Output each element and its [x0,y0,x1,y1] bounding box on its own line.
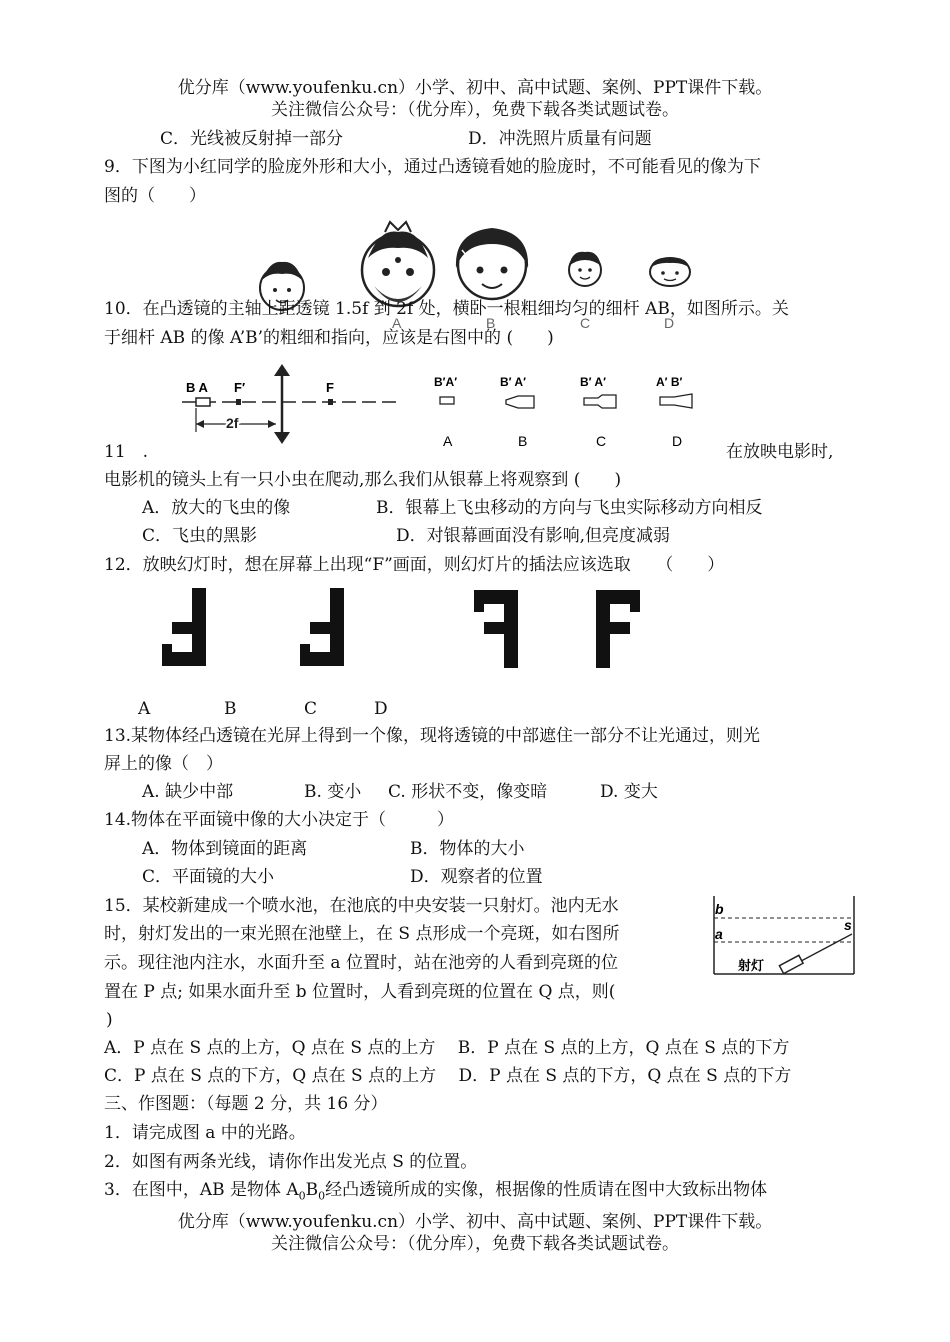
q13-option-d: D. 变大 [600,782,658,802]
q11-text-line-2: 电影机的镜头上有一只小虫在爬动,那么我们从银幕上将观察到 ( ) [104,470,622,490]
section3-item-1: 1．请完成图 a 中的光路。 [104,1123,306,1143]
q15-pool-figure [708,894,860,978]
face-b [456,228,528,299]
q8-option-c: C．光线被反射掉一部分 [160,129,344,149]
slide-a [162,588,206,666]
q15-text-line-1: 15．某校新建成一个喷水池，在池底的中央安装一只射灯。池内无水 [104,896,619,916]
slide-c [474,590,518,668]
q10-text-line-2: 于细杆 AB 的像 A’B’的粗细和指向，应该是右图中的 ( ) [104,328,554,348]
q8-option-d: D．冲洗照片质量有问题 [468,129,652,149]
q11-option-b: B．银幕上飞虫移动的方向与飞虫实际移动方向相反 [376,498,763,518]
section3-item-3: 3．在图中，AB 是物体 $A_0B_0$经凸透镜所成的实像，根据像的性质请在图中大致标出物体 [104,1180,768,1203]
rod-ab [196,398,210,406]
label-f: F [326,380,334,395]
label-2f: 2f [226,415,239,431]
opt-d-label: D [672,433,683,449]
q13-text-line-1: 13.某物体经凸透镜在光屏上得到一个像，现将透镜的中部遮住一部分不让光通过，则光 [104,726,761,746]
opt-c-label: C [596,433,607,449]
q11-text-tail: 在放映电影时, [726,442,834,462]
q14-option-a: A．物体到镜面的距离 [142,839,308,859]
label-s: s [844,917,852,933]
section3-title: 三、作图题：（每题 2 分，共 16 分） [104,1094,388,1114]
q15-options-ab: A．P 点在 S 点的上方，Q 点在 S 点的上方 B．P 点在 S 点的上方，Q 点在 S 点的下方 [104,1038,790,1058]
q12-label-d: D [374,699,388,719]
q15-text-line-5: ) [106,1010,113,1030]
q9-text-line-2: 图的（ ） [104,186,206,206]
q9-text-line-1: 9．下图为小红同学的脸庞外形和大小，通过凸透镜看她的脸庞时，不可能看见的像为下 [104,157,761,177]
opt-c-top: B′ A′ [580,375,606,389]
face-a [362,222,434,306]
face-label-a: A [392,315,402,328]
q11-option-c: C．飞虫的黑影 [142,526,258,546]
face-d [650,258,690,286]
q13-option-a: A. 缺少中部 [142,782,234,802]
q10-text-line-1: 10．在凸透镜的主轴上距透镜 1.5f 到 2f 处，横卧一根粗细均匀的细杆 AB，如图所示。关 [104,299,789,319]
q12-label-a: A [138,699,151,719]
label-ba: B A [186,380,208,395]
q11-option-d: D．对银幕画面没有影响,但亮度减弱 [396,526,671,546]
q14-option-b: B．物体的大小 [410,839,525,859]
spotlight-icon [779,955,803,973]
footer-line-1: 优分库（www.youfenku.cn）小学、初中、高中试题、案例、PPT课件下载。 [177,1212,773,1232]
label-f-prime: F′ [234,380,246,395]
slide-d [596,590,640,668]
label-lamp: 射灯 [738,958,765,973]
section3-item-2: 2．如图有两条光线，请你作出发光点 S 的位置。 [104,1152,478,1172]
q14-option-d: D．观察者的位置 [410,867,543,887]
q10-lens-figure [178,360,718,452]
slide-b [300,588,344,666]
header-line-2: 关注微信公众号：（优分库），免费下载各类试题试卷。 [271,100,679,120]
q14-text-line-1: 14.物体在平面镜中像的大小决定于（ ） [104,810,455,830]
q13-text-line-2: 屏上的像（ ） [104,754,223,774]
q15-options-cd: C．P 点在 S 点的下方，Q 点在 S 点的上方 D．P 点在 S 点的下方，Q 点在 S 点的下方 [104,1066,792,1086]
q13-option-c: C. 形状不变，像变暗 [388,782,548,802]
q11-option-a: A．放大的飞虫的像 [142,498,291,518]
face-label-b: B [486,315,496,328]
face-label-c: C [580,315,591,328]
face-label-d: D [664,315,675,328]
q12-label-b: B [224,699,237,719]
opt-a-top: B′A′ [434,375,458,389]
q13-option-b: B. 变小 [304,782,362,802]
q14-option-c: C．平面镜的大小 [142,867,275,887]
opt-b-top: B′ A′ [500,375,526,389]
q11-number: 11 . [104,442,149,462]
opt-d-top: A′ B′ [656,375,683,389]
q15-text-line-4: 置在 P 点; 如果水面升至 b 位置时，人看到亮斑的位置在 Q 点，则( [104,982,616,1002]
label-a: a [715,926,723,942]
face-c [569,252,601,286]
q15-text-line-2: 时，射灯发出的一束光照在池壁上，在 S 点形成一个亮斑，如右图所 [104,924,620,944]
footer-line-2: 关注微信公众号：（优分库），免费下载各类试题试卷。 [271,1234,679,1254]
opt-a-label: A [443,433,453,449]
opt-b-label: B [518,433,528,449]
q12-f-slides-figure [140,588,660,678]
label-b: b [715,901,724,917]
header-line-1: 优分库（www.youfenku.cn）小学、初中、高中试题、案例、PPT课件下载。 [177,78,773,98]
q15-text-line-3: 示。现往池内注水，水面升至 a 位置时，站在池旁的人看到亮斑的位 [104,953,618,973]
q12-text-line-1: 12．放映幻灯时，想在屏幕上出现“F”画面，则幻灯片的插法应该选取 （ ） [104,555,725,575]
q12-label-c: C [304,699,318,719]
